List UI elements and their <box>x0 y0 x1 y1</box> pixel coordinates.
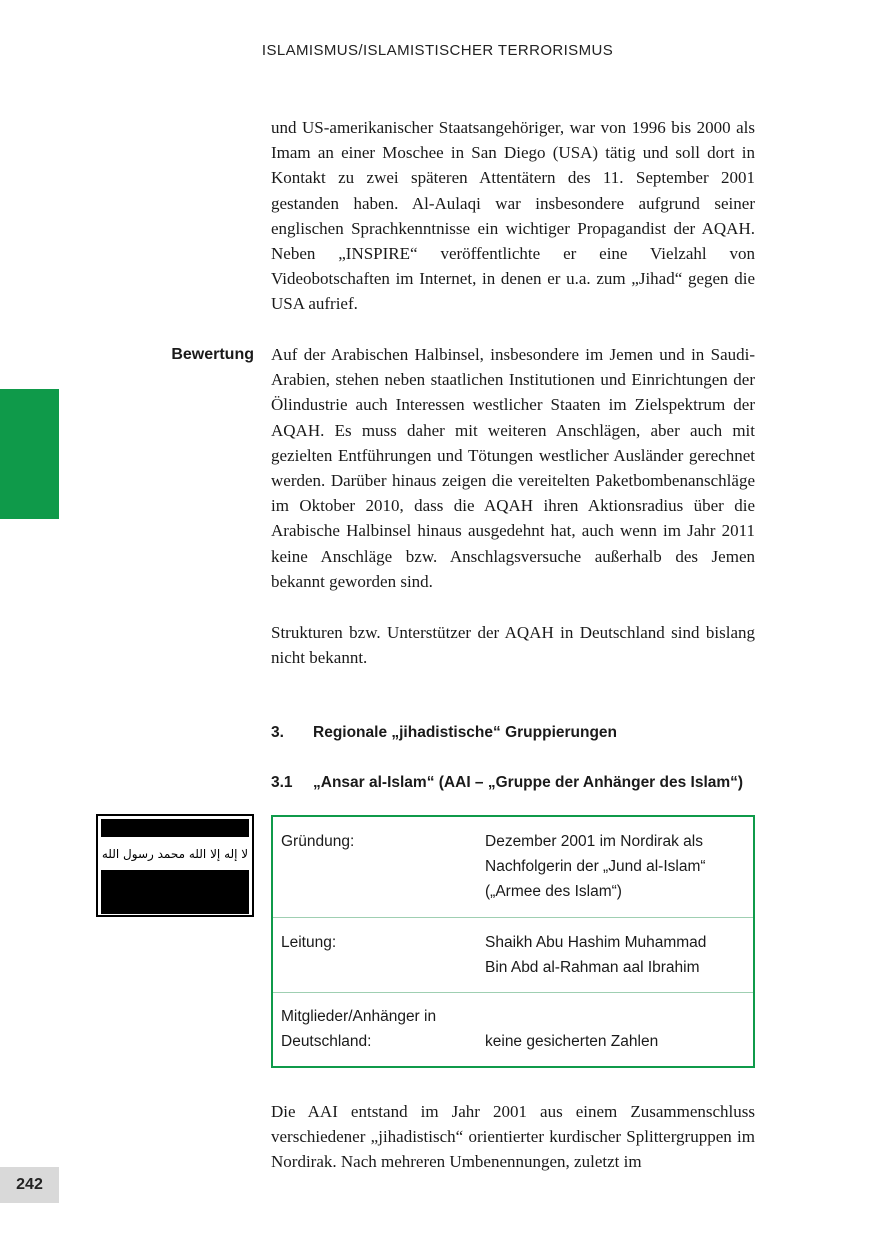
page-number: 242 <box>0 1167 59 1203</box>
section-title: Regionale „jihadistische“ Gruppierungen <box>313 724 618 741</box>
intro-paragraph: und US-amerikanischer Staatsangehöriger, war von 1996 bis 2000 als Imam an einer Moschee in San Diego (USA) tätig und soll dort in Kontakt zu zwei späteren Attentätern des 11. September 2001 gestanden haben. Al-Aulaqi war insbesondere aufgrund seiner englischen Sprachkenntnisse ein wichtiger Propagandist der AQAH. Neben „INSPIRE“ veröffentlichte er eine Vielzahl von Videobotschaften im Internet, in denen er u.a. zum „Jihad“ gegen die USA aufrief. <box>271 118 755 314</box>
section-heading <box>271 721 755 745</box>
info-row-gruendung <box>273 817 753 917</box>
info-label-line: Mitglieder/Anhänger in <box>281 1008 437 1025</box>
bewertung-label: Bewertung <box>171 346 254 363</box>
section-number: 3. <box>271 724 284 741</box>
info-row-mitglieder <box>273 992 753 1066</box>
ansar-al-islam-flag <box>96 814 254 917</box>
flag-top-band <box>101 819 249 837</box>
info-label: Gründung: <box>281 833 355 850</box>
chapter-color-tab <box>0 389 59 519</box>
info-value-line: Nachfolgerin der „Jund al-Islam“ <box>485 858 706 875</box>
strukturen-paragraph: Strukturen bzw. Unterstützer der AQAH in Deutschland sind bislang nicht bekannt. <box>271 623 755 668</box>
closing-paragraph: Die AAI entstand im Jahr 2001 aus einem Zusammenschluss verschiedener „jihadistisch“ orientierter kurdischer Splittergruppen im Nordirak. Nach mehreren Umbenennungen, zuletzt im <box>271 1102 755 1172</box>
info-label-line: Deutschland: <box>281 1033 372 1050</box>
flag-script: لا إله إلا الله محمد رسول الله <box>101 846 249 861</box>
info-value-line: Shaikh Abu Hashim Muhammad <box>485 934 707 951</box>
info-table <box>271 815 755 1068</box>
info-label: Leitung: <box>281 934 337 951</box>
info-value-line: Dezember 2001 im Nordirak als <box>485 833 703 850</box>
info-value <box>485 930 753 992</box>
subsection-heading <box>271 771 755 795</box>
info-row-leitung <box>273 917 753 992</box>
bewertung-paragraph: Auf der Arabischen Halbinsel, insbesondere im Jemen und in Saudi-Arabien, stehen neben staatlichen Institutionen und Einrichtungen der Ölindustrie auch Interessen westlicher Staaten im Zielspektrum der AQAH. Es muss daher mit weiteren Anschlägen, aber auch mit gezielten Entführungen und Tötungen westlicher Ausländer gerechnet werden. Darüber hinaus zeigen die vereitelten Paketbombenanschläge im Oktober 2010, dass die AQAH ihren Aktionsradius über die Arabische Halbinsel hinaus ausgedehnt hat, auch wenn im Jahr 2011 keine Anschläge bzw. Anschlagsversuche außerhalb des Jemen bekannt geworden sind. <box>271 345 755 591</box>
info-value <box>485 829 753 917</box>
subsection-number: 3.1 <box>271 774 293 791</box>
info-value: keine gesicherten Zahlen <box>485 1033 659 1050</box>
info-value-line: Bin Abd al-Rahman aal Ibrahim <box>485 959 700 976</box>
info-value-line: („Armee des Islam“) <box>485 883 622 900</box>
running-head: ISLAMISMUS/ISLAMISTISCHER TERRORISMUS <box>261 42 614 59</box>
info-label <box>273 1004 485 1066</box>
flag-bottom-band <box>101 870 249 914</box>
subsection-title: „Ansar al-Islam“ (AAI – „Gruppe der Anhänger des Islam“) <box>313 774 744 791</box>
